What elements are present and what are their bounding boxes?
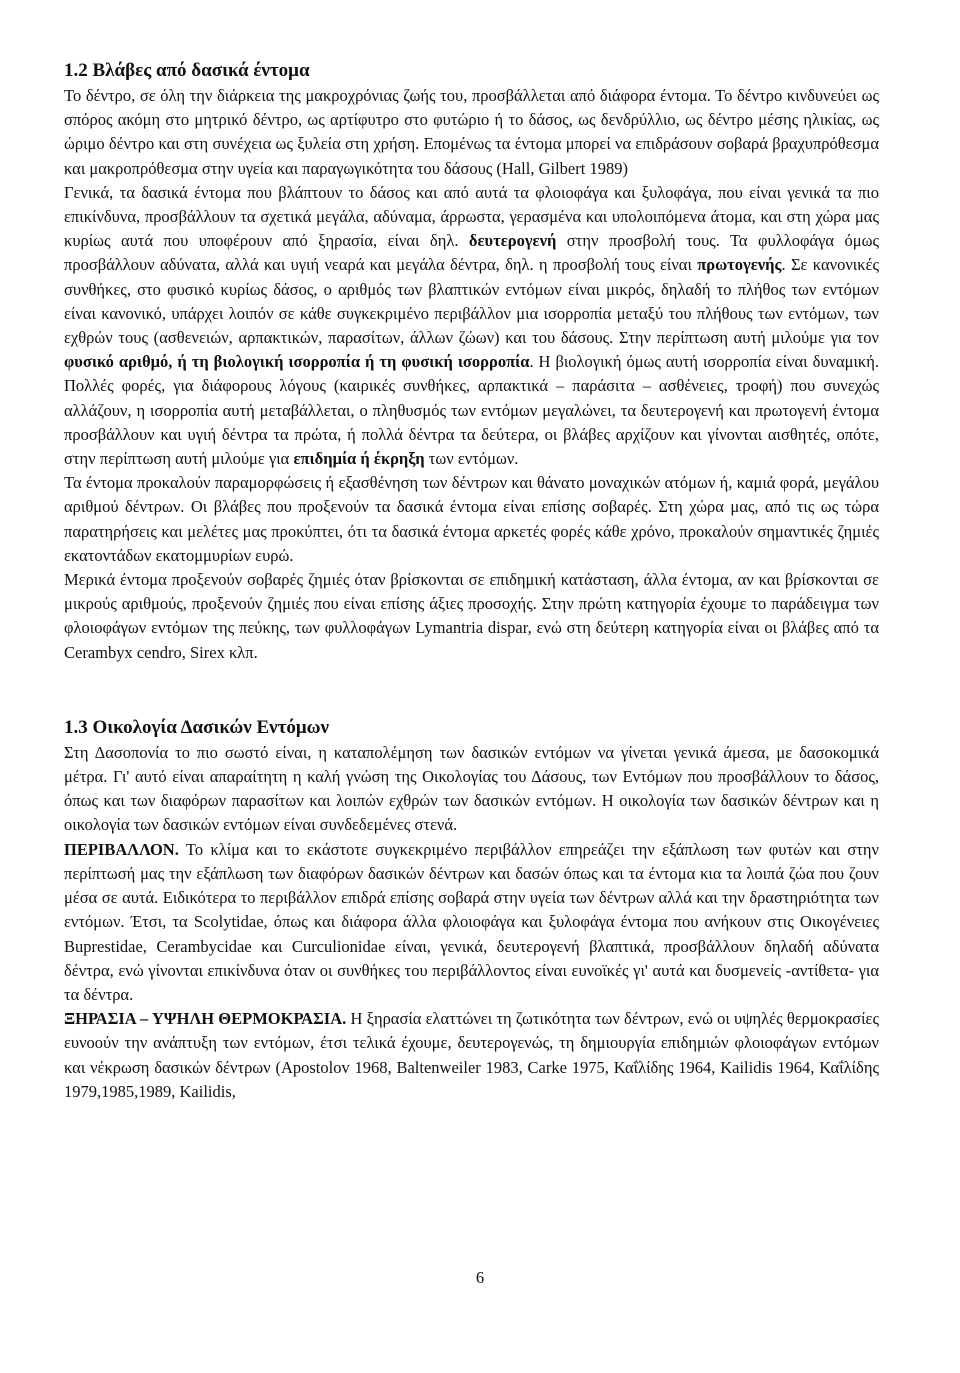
bold-term-balance: φυσικό αριθμό, ή τη βιολογική ισορροπία ή τη φυσική ισορροπία bbox=[64, 352, 530, 372]
paragraph-1-3-drought bbox=[64, 1007, 879, 1104]
section-title-1-2: 1.2 Βλάβες από δασικά έντομα bbox=[64, 60, 310, 81]
text-run: Το κλίμα και το εκάστοτε συγκεκριμένο περιβάλλον επηρεάζει την εξάπλωση των φυτών και στην περίπτωσή μας την εξάπλωση των διαφόρων δασικών δέντρων και δασών όπως και τα έντομα κια τα λοιπά ζώα που ζουν μέσα σε αυτά. Ειδικότερα το περιβάλλον επιδρά επίσης σοβαρά στην υγεία των δέντρων αλλά και την δραστηριότητα των εντόμων. Έτσι, τα Scolytidae, όπως και διάφορα άλλα φλοιοφάγα και ξυλοφάγα έντομα που ανήκουν στις Οικογένειες Buprestidae, Cerambycidae και Curculionidae είναι, γενικά, δευτερογενή βλαπτικά, προσβάλλουν δηλαδή αδύνατα δέντρα, ενώ γίνονται επικίνδυνα όταν οι συνθήκες του περιβάλλοντος είναι ευνοϊκές γι' αυτά και δυσμενείς -αντίθετα- για τα δέντρα. bbox=[64, 839, 879, 1004]
paragraph-1-3-intro: Στη Δασοπονία το πιο σωστό είναι, η καταπολέμηση των δασικών εντόμων να γίνεται γενικά άμεσα, με δασοκομικά μέτρα. Γι' αυτό είναι απαραίτητη η καλή γνώση της Οικολογίας του Δάσους, των Εντόμων που προσβάλλουν το δάσος, όπως και των διαφόρων παρασίτων και λοιπών εχθρών των δασικών εντόμων. Η οικολογία των δασικών δέντρων και η οικολογία των δασικών εντόμων είναι συνδεδεμένες στενά. bbox=[64, 742, 879, 835]
text-run: Γενικά, τα δασικά έντομα που βλάπτουν το δάσος και από αυτά τα φλοιοφάγα και ξυλοφάγα, που είναι γενικά τα πιο επικίνδυνα, προσβάλλουν τα σχετικά μεγάλα, αδύναμα, άρρωστα, γερασμένα και υπολοιπόμενα άτομα, και στη χώρα μας κυρίως αυτά που υποφέρουν από ξηρασία, είναι δηλ. bbox=[64, 182, 879, 251]
page-number: 6 bbox=[475, 1268, 485, 1287]
bold-term-epidemic: επιδημία ή έκρηξη bbox=[293, 449, 425, 469]
paragraph-1-2-damages: Τα έντομα προκαλούν παραμορφώσεις ή εξασθένηση των δέντρων και θάνατο μοναχικών ατόμων ή, καμιά φορά, μεγάλου αριθμού δέντρων. Οι βλάβες που προξενούν τα δασικά έντομα είναι επίσης σοβαρές. Στη χώρα μας, από τις ως τώρα παρατηρήσεις και μελέτες μας προκύπτει, ότι τα δασικά έντομα αρκετές φορές κάθε χρόνο, προκαλούν σημαντικές ζημιές εκατοντάδων εκατομμυρίων ευρώ. bbox=[64, 473, 879, 565]
bold-label-drought: ΞΗΡΑΣΙΑ – ΥΨΗΛΗ ΘΕΡΜΟΚΡΑΣΙΑ. bbox=[64, 1009, 347, 1029]
text-run: Η ξηρασία ελαττώνει τη ζωτικότητα των δέντρων, ενώ οι υψηλές θερμοκρασίες ευνοούν την ανάπτυξη των εντόμων, έτσι τελικά έχουμε, δευτερογενώς, τη δημιουργία επιδημιών φλοιοφάγων εντόμων και νέκρωση δασικών δέντρων (Apostolov 1968, Baltenweiler 1983, Carke 1975, Καΐλίδης 1964, Kailidis 1964, Καΐλίδης 1979,1985,1989, Kailidis, bbox=[64, 1009, 879, 1101]
text-run: . Σε κανονικές συνθήκες, στο φυσικό κυρίως δάσος, ο αριθμός των βλαπτικών εντόμων είναι μικρός, δηλαδή το πλήθος των εντόμων είναι κανονικό, υπάρχει λοιπόν σε κάθε συγκεκριμένο περιβάλλον μια ισορροπία μεταξύ του πλήθους των εντόμων, των εχθρών τους (ασθενειών, αρπακτικών, παρασίτων, άλλων ζώων) και του δάσους. Στην περίπτωση αυτή μιλούμε για τον bbox=[64, 255, 880, 348]
text-run: . Η βιολογική όμως αυτή ισορροπία είναι δυναμική. Πολλές φορές, για διάφορους λόγους (καιρικές συνθήκες, αρπακτικά – παράσιτα – ασθένειες, τροφή) που συνεχώς αλλάζουν, η ισορροπία αυτή μεταβάλλεται, ο πληθυσμός των εντόμων μεγαλώνει, τα δευτερογενή και πρωτογενή έντομα προσβάλλουν και υγιή δέντρα τα πρώτα, ή πολλά δέντρα τα δεύτερα, οι βλάβες αρχίζουν και γίνονται αισθητές, οπότε, στην περίπτωση αυτή μιλούμε για bbox=[64, 352, 879, 469]
paragraph-1-3-environment bbox=[64, 838, 879, 1007]
bold-term-secondary: δευτερογενή bbox=[468, 231, 557, 251]
document-page bbox=[64, 58, 879, 1104]
text-run: των εντόμων. bbox=[424, 449, 519, 469]
bold-term-primary: πρωτογενής bbox=[697, 255, 782, 275]
text-run: στην προσβολή τους. Τα φυλλοφάγα όμως προσβάλλουν αδύνατα, αλλά και υγιή νεαρά και μεγάλα δέντρα, δηλ. η προσβολή τους είναι bbox=[64, 231, 879, 275]
section-title-1-3: 1.3 Οικολογία Δασικών Εντόμων bbox=[64, 716, 330, 738]
paragraph-1-2-general bbox=[64, 181, 879, 471]
bold-label-environment: ΠΕΡΙΒΑΛΛΟΝ. bbox=[64, 839, 179, 859]
paragraph-1-2-intro: Το δέντρο, σε όλη την διάρκεια της μακροχρόνιας ζωής του, προσβάλλεται από διάφορα έντομα. Το δέντρο κινδυνεύει ως σπόρος ακόμη στο μητρικό δέντρο, ως αρτίφυτρο στο φυτώριο ή το δάσος, ως δενδρύλλιο, ως δέντρο μέσης ηλικίας, ως ώριμο δέντρο και στη συνέχεια ως ξυλεία στη χρήση. Επομένως τα έντομα μπορεί να επιδράσουν σοβαρά βραχυπρόθεσμα και μακροπρόθεσμα στην υγεία και παραγωγικότητα του δάσους (Hall, Gilbert 1989) bbox=[64, 86, 879, 178]
paragraph-1-2-examples: Μερικά έντομα προξενούν σοβαρές ζημιές όταν βρίσκονται σε επιδημική κατάσταση, άλλα έντομα, αν και βρίσκονται σε μικρούς αριθμούς, προξενούν ζημιές που είναι επίσης άξιες προσοχής. Στην πρώτη κατηγορία έχουμε το παράδειγμα των φλοιοφάγων εντόμων της πεύκης, των φυλλοφάγων Lymantria dispar, ενώ στη δεύτερη κατηγορία είναι οι βλάβες από τα Cerambyx cendro, Sirex κλπ. bbox=[64, 570, 879, 662]
